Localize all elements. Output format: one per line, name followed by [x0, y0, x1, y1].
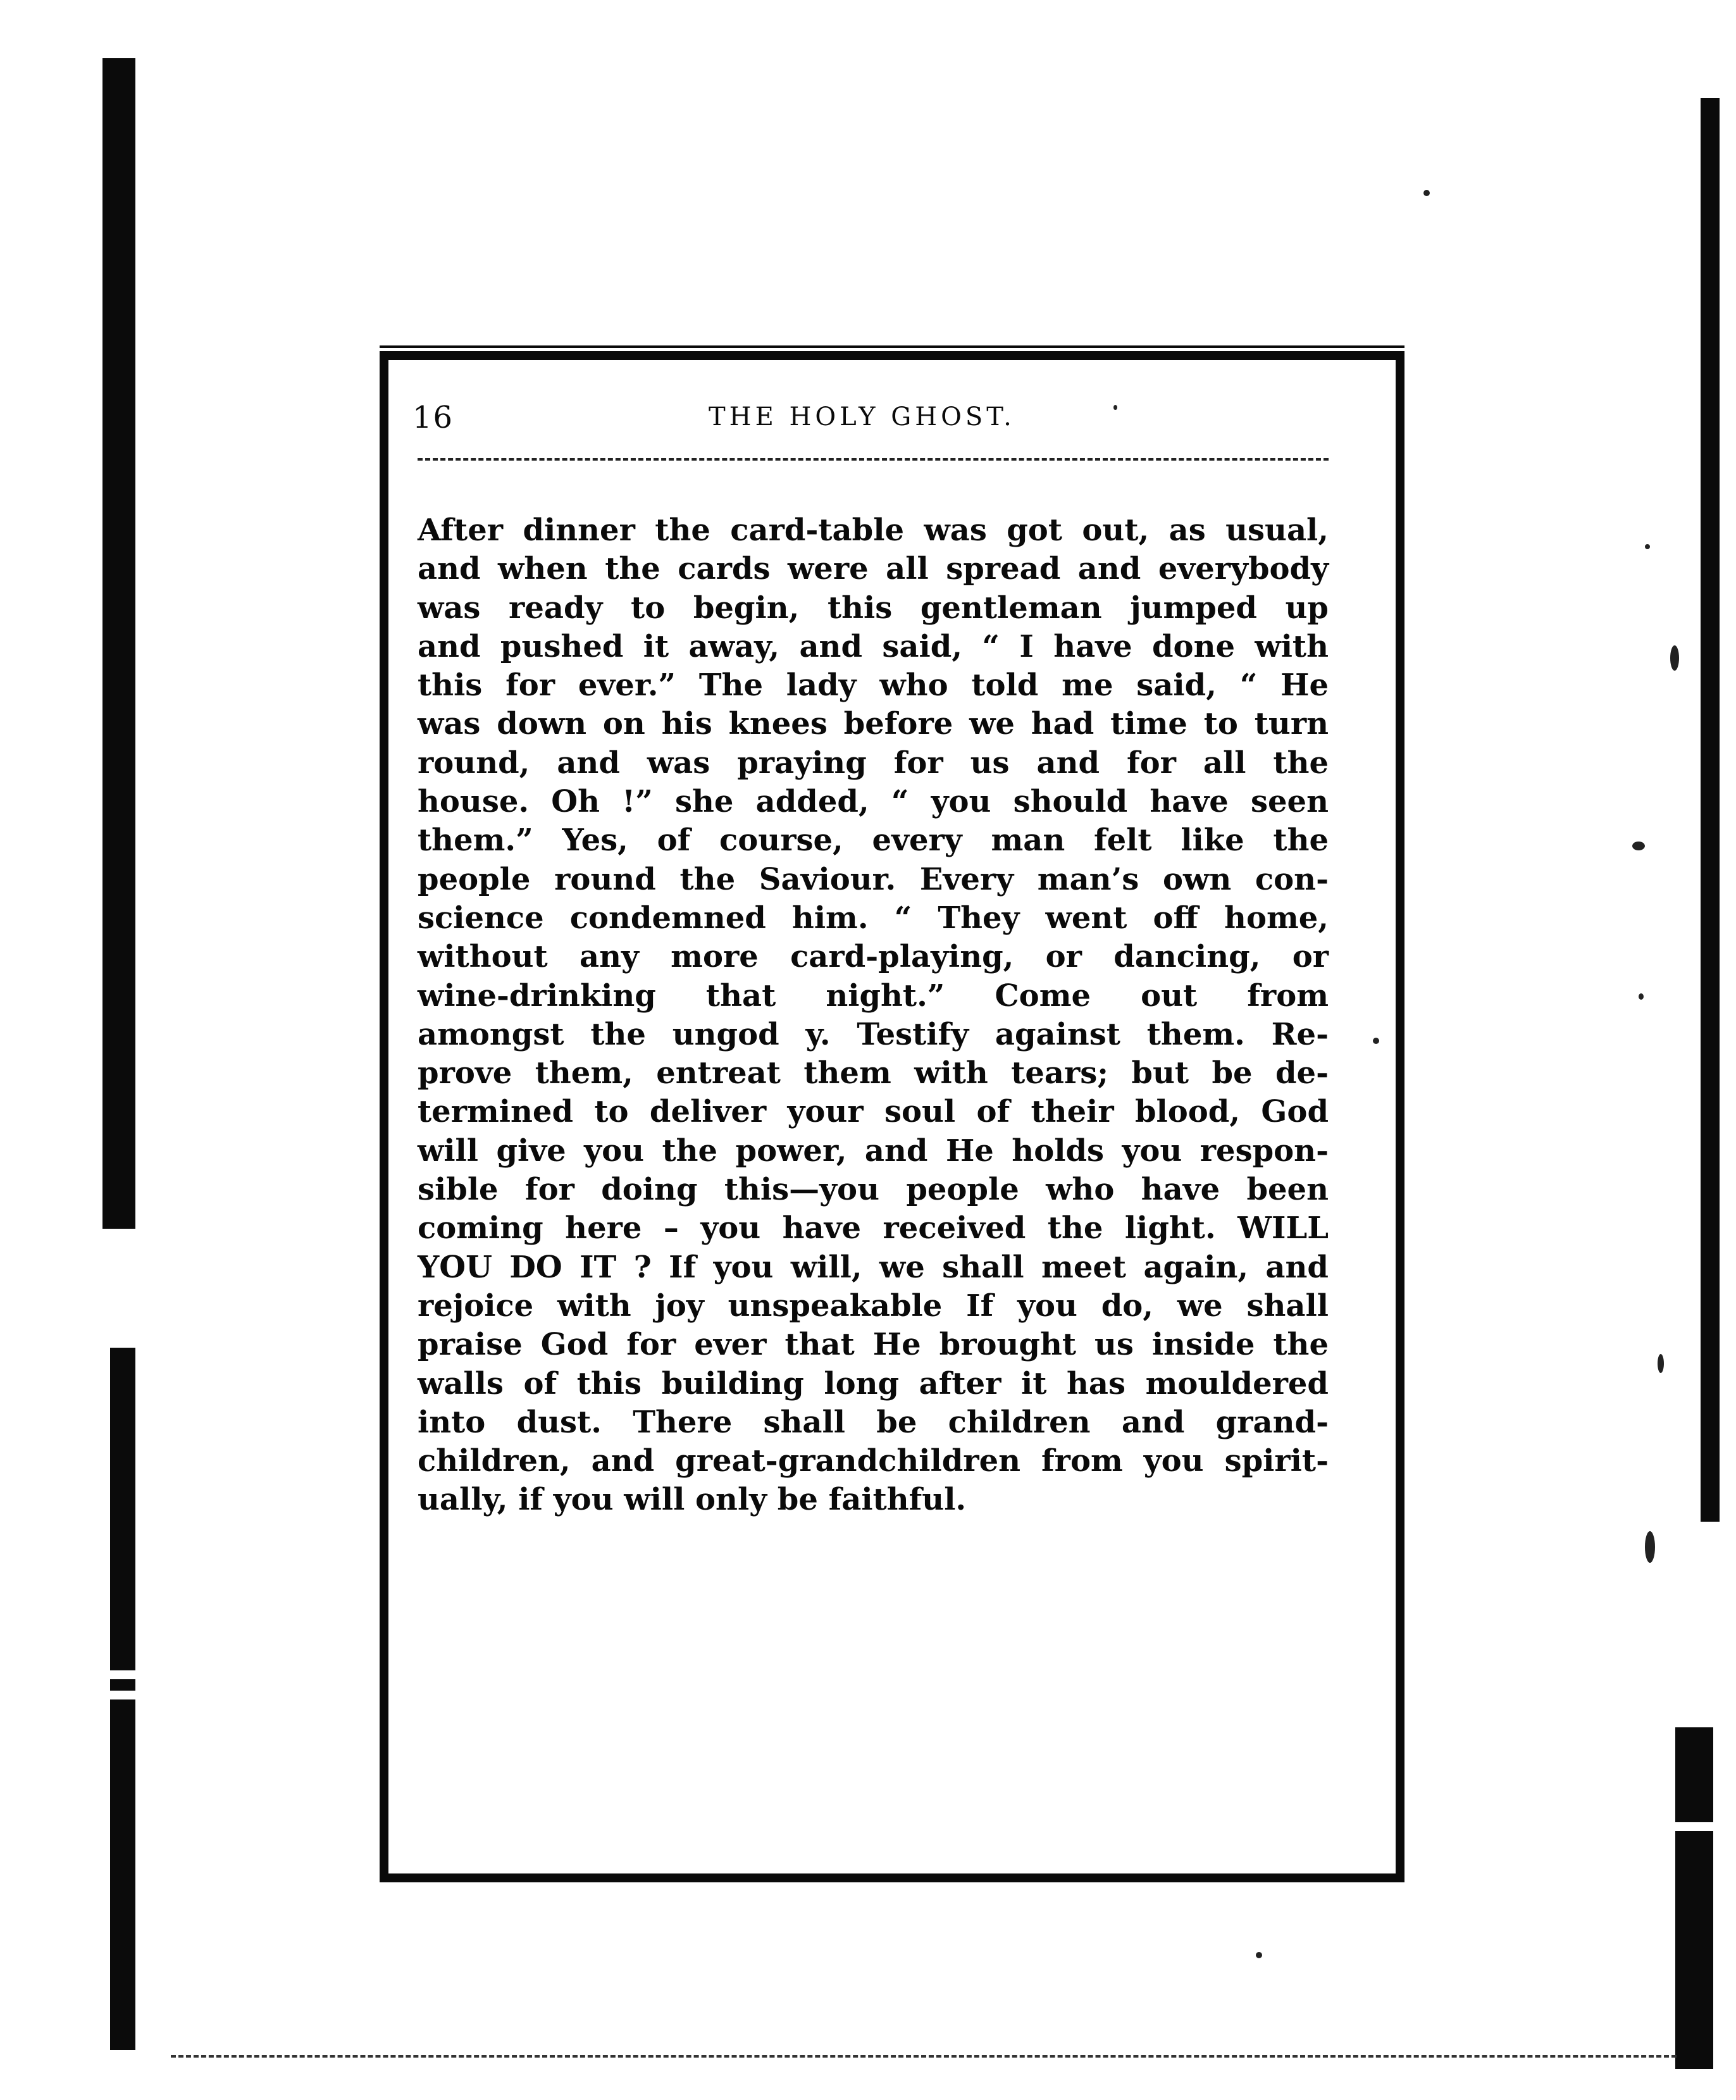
body-line: coming here – you have received the light. WILL	[418, 1210, 1329, 1246]
body-line: children, and great-grandchildren from you spirit-	[418, 1443, 1329, 1479]
body-line: them.” Yes, of course, every man felt like the	[418, 823, 1329, 859]
speck	[1670, 645, 1679, 671]
speck	[1639, 993, 1644, 1000]
body-line: walls of this building long after it has mouldered	[418, 1365, 1329, 1401]
body-line: house. Oh !” she added, “ you should have seen	[418, 784, 1329, 820]
body-line: and pushed it away, and said, “ I have done with	[418, 628, 1329, 664]
speck	[1645, 544, 1650, 549]
scan-edge-right-bottom	[1675, 1727, 1713, 2069]
body-line: praise God for ever that He brought us inside the	[418, 1327, 1329, 1363]
body-line: was ready to begin, this gentleman jumped up	[418, 590, 1329, 626]
body-line: YOU DO IT ? If you will, we shall meet again, and	[418, 1249, 1329, 1285]
header-rule	[418, 458, 1329, 461]
scan-edge-gap	[102, 1670, 140, 1679]
speck	[1658, 1354, 1664, 1373]
speck	[1632, 842, 1645, 850]
body-line: people round the Saviour. Every man’s own con-	[418, 861, 1329, 897]
body-line: sible for doing this—you people who have been	[418, 1172, 1329, 1208]
body-line: ually, if you will only be faithful.	[418, 1482, 967, 1518]
running-title: THE HOLY GHOST.	[709, 402, 1015, 432]
page-number: 16	[412, 400, 454, 435]
body-line: wine-drinking that night.” Come out from	[418, 978, 1329, 1014]
body-line: After dinner the card-table was got out, as usual,	[418, 513, 1329, 548]
body-line: will give you the power, and He holds you respon-	[418, 1133, 1329, 1169]
body-line: science condemned him. “ They went off home,	[418, 900, 1329, 936]
scan-edge-gap	[1670, 1822, 1721, 1831]
body-line: round, and was praying for us and for all the	[418, 745, 1329, 781]
body-line: rejoice with joy unspeakable If you do, we shall	[418, 1288, 1329, 1324]
body-line: without any more card-playing, or dancing, or	[418, 939, 1329, 975]
footer-rule	[171, 2055, 1677, 2058]
body-line: prove them, entreat them with tears; but be de-	[418, 1055, 1329, 1091]
speck	[1256, 1952, 1262, 1958]
frame-top-rule	[380, 345, 1404, 348]
scan-edge-right-top	[1701, 98, 1720, 1522]
scan-edge-left-top	[102, 58, 135, 1229]
body-line: was down on his knees before we had time to turn	[418, 706, 1329, 742]
scan-edge-gap	[102, 1691, 140, 1699]
speck	[1423, 190, 1430, 196]
body-line: termined to deliver your soul of their blood, God	[418, 1094, 1329, 1130]
body-line: amongst the ungod y. Testify against them. Re-	[418, 1016, 1329, 1052]
body-line: this for ever.” The lady who told me said, “ He	[418, 668, 1329, 704]
body-line: into dust. There shall be children and grand-	[418, 1404, 1329, 1440]
body-text	[418, 511, 1329, 1520]
body-line: and when the cards were all spread and everybody	[418, 551, 1329, 587]
speck	[1645, 1531, 1655, 1563]
